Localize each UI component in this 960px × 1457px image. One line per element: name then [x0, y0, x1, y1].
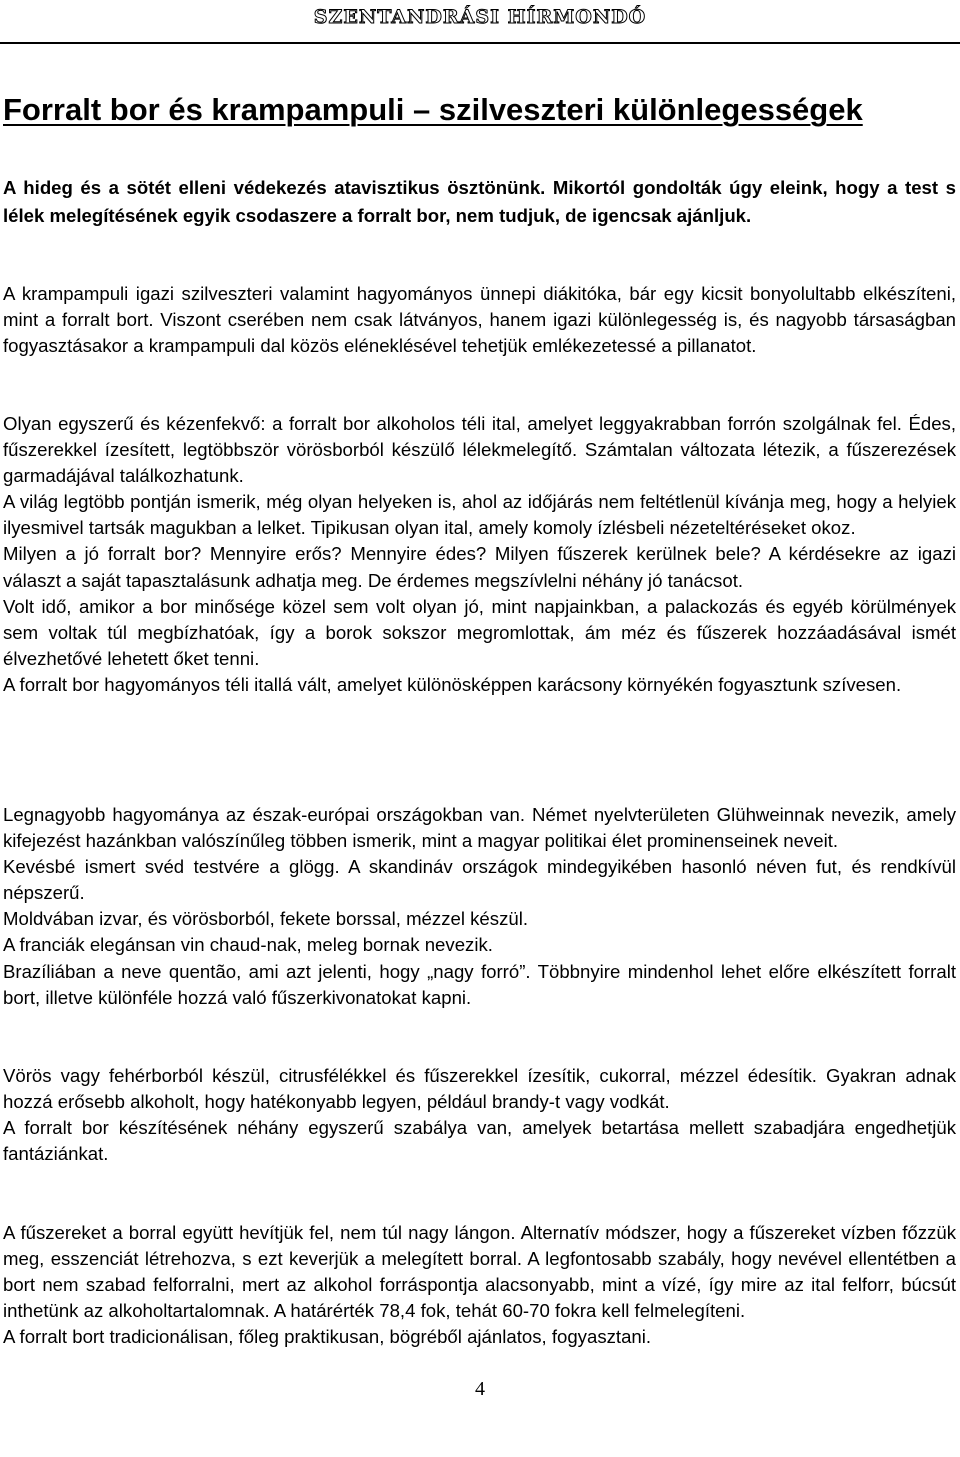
- body-paragraph: A krampampuli igazi szilveszteri valamint hagyományos ünnepi diákitóka, bár egy kicsit bonyolultabb elkészíteni, mint a forralt bort. Viszont cserében nem csak látványos, hanem igazi különlegesség is, és nagyobb társaságban fogyasztásakor a krampampuli dal közös eléneklésével tehetjük emlékezetessé a pillanatot.: [3, 283, 956, 357]
- body-paragraph: Volt idő, amikor a bor minősége közel sem volt olyan jó, mint napjainkban, a palackozás és egyéb körülmények sem voltak túl megbízhatóak, így a borok sokszor megromlottak, ám méz és fűszerek hozzáadásával ismét élvezhetővé lehetett őket tenni.: [3, 595, 956, 669]
- body-paragraph: Milyen a jó forralt bor? Mennyire erős? Mennyire édes? Milyen fűszerek kerülnek bele? A kérdésekre az igazi választ a saját tapasztalásunk adhatja meg. De érdemes megszívlelni néhány jó tanácsot.: [3, 543, 956, 591]
- body-paragraph: Olyan egyszerű és kézenfekvő: a forralt bor alkoholos téli ital, amelyet leggyakrabban forrón szolgálnak fel. Édes, fűszerekkel ízesített, legtöbbször vörösborból készülő lélekmelegítő. Számtalan változata létezik, a fűszerezések garmadájával találkozhatunk.: [3, 413, 956, 487]
- body-block-1: [3, 281, 956, 359]
- body-block-5: [3, 1220, 956, 1350]
- body-paragraph: Kevésbé ismert svéd testvére a glögg. A skandináv országok mindegyikében hasonló néven fut, és rendkívül népszerű.: [3, 856, 956, 904]
- masthead: SZENTANDRÁSI HÍRMONDÓ: [313, 6, 647, 28]
- masthead-rule: [0, 42, 960, 44]
- page-number: 4: [475, 1378, 485, 1400]
- body-paragraph: Moldvában izvar, és vörösborból, fekete borssal, mézzel készül.: [3, 908, 529, 930]
- body-paragraph: A franciák elegánsan vin chaud-nak, meleg bornak nevezik.: [3, 934, 493, 956]
- body-paragraph: Brazíliában a neve quentão, ami azt jelenti, hogy „nagy forró”. Többnyire mindenhol lehet előre elkészített forralt bort, illetve különféle hozzá való fűszerkivonatokat kapni.: [3, 960, 956, 1008]
- body-paragraph: A fűszereket a borral együtt hevítjük fel, nem túl nagy lángon. Alternatív módszer, hogy a fűszereket vízben főzzük meg, esszenciát létrehozva, s ezt keverjük a melegített borral. A legfontosabb szabály, hogy nevével ellentétben a bort nem szabad felforralni, mert az alkohol forráspontja alacsonyabb, mint a vízé, így mire az ital felforr, búcsút inthetünk az alkoholtartalomnak. A határérték 78,4 fok, tehát 60-70 fokra kell felmelegíteni.: [3, 1222, 956, 1322]
- body-block-3: [3, 802, 956, 1011]
- body-paragraph: A forralt bort tradicionálisan, főleg praktikusan, bögréből ajánlatos, fogyasztani.: [3, 1326, 652, 1348]
- body-paragraph: A világ legtöbb pontján ismerik, még olyan helyeken is, ahol az időjárás nem feltétlenül kívánja meg, hogy a helyiek ilyesmivel tartsák magukban a lelket. Tipikusan olyan ital, amely komoly ízlésbeli nézeteltéréseket okoz.: [3, 491, 956, 539]
- article-title: Forralt bor és krampampuli – szilveszteri különlegességek: [3, 92, 863, 127]
- body-block-2: [3, 411, 956, 698]
- article-lead: A hideg és a sötét elleni védekezés atavisztikus ösztönünk. Mikortól gondolták úgy eleink, hogy a test s lélek melegítésének egyik csodaszere a forralt bor, nem tudjuk, de igencsak ajánljuk.: [3, 177, 956, 226]
- body-paragraph: A forralt bor készítésének néhány egyszerű szabálya van, amelyek betartása mellett szabadjára engedhetjük fantáziánkat.: [3, 1117, 956, 1165]
- body-paragraph: Vörös vagy fehérborból készül, citrusfélékkel és fűszerekkel ízesítik, cukorral, mézzel édesítik. Gyakran adnak hozzá erősebb alkoholt, hogy hatékonyabb legyen, például brandy-t vagy vodkát.: [3, 1065, 956, 1113]
- body-paragraph: Legnagyobb hagyománya az észak-európai országokban van. Német nyelvterületen Glühweinnak nevezik, amely kifejezést hazánkban valószínűleg többen ismerik, mint a magyar politikai élet prominenseinek neveit.: [3, 804, 956, 852]
- body-paragraph: A forralt bor hagyományos téli itallá vált, amelyet különösképpen karácsony környékén fogyasztunk szívesen.: [3, 673, 902, 695]
- body-block-4: [3, 1063, 956, 1167]
